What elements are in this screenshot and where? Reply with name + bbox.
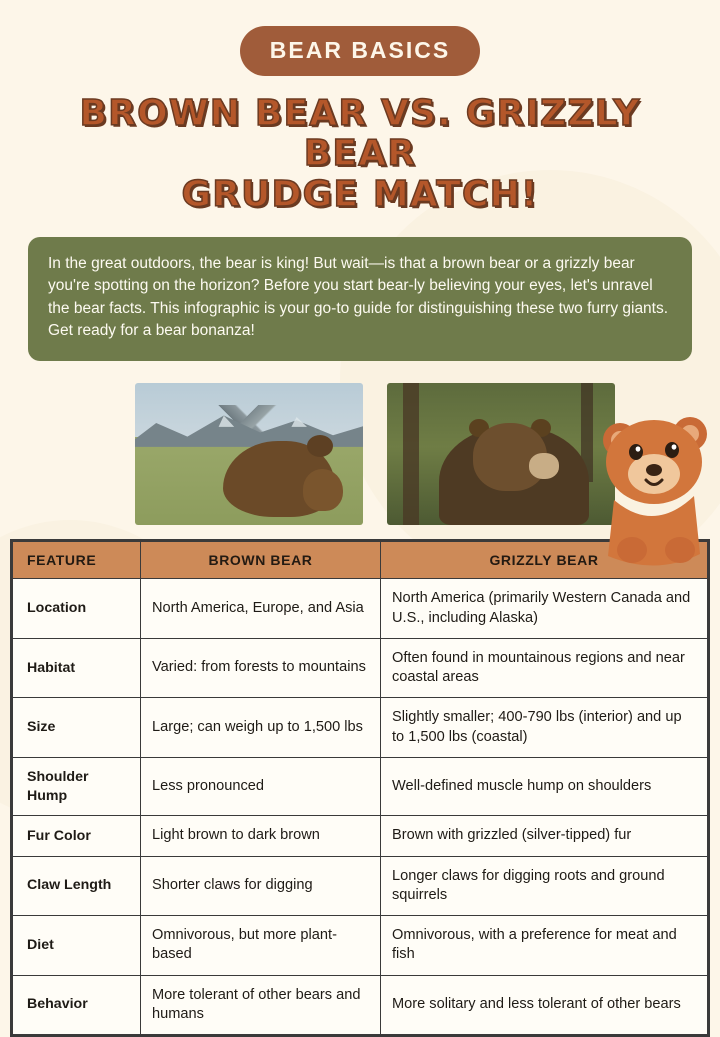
snow-cap-shape (135, 413, 363, 427)
row-feature-label: Location (13, 579, 141, 639)
row-brown-bear-value: More tolerant of other bears and humans (141, 975, 381, 1035)
row-grizzly-bear-value: Omnivorous, with a preference for meat and fish (381, 916, 708, 976)
row-grizzly-bear-value: Well-defined muscle hump on shoulders (381, 757, 708, 815)
bear-snout (529, 453, 559, 479)
row-feature-label: Shoulder Hump (13, 757, 141, 815)
row-brown-bear-value: Less pronounced (141, 757, 381, 815)
row-feature-label: Habitat (13, 638, 141, 698)
tree-trunk-shape (403, 383, 419, 525)
row-brown-bear-value: Shorter claws for digging (141, 856, 381, 916)
row-feature-label: Behavior (13, 975, 141, 1035)
table-row (13, 757, 708, 815)
grizzly-bear-silhouette (439, 427, 589, 525)
row-grizzly-bear-value: Longer claws for digging roots and ground squirrels (381, 856, 708, 916)
row-grizzly-bear-value: More solitary and less tolerant of other bears (381, 975, 708, 1035)
table-row (13, 916, 708, 976)
brown-bear-photo (135, 383, 363, 525)
column-header-feature: FEATURE (13, 541, 141, 578)
table-row (13, 975, 708, 1035)
column-header-grizzly-bear: GRIZZLY BEAR (381, 541, 708, 578)
row-grizzly-bear-value: Slightly smaller; 400-790 lbs (interior) and up to 1,500 lbs (coastal) (381, 698, 708, 758)
row-feature-label: Fur Color (13, 816, 141, 856)
column-header-brown-bear: BROWN BEAR (141, 541, 381, 578)
intro-paragraph: In the great outdoors, the bear is king! But wait—is that a brown bear or a grizzly bear you're spotting on the horizon? Before you start bear-ly believing your eyes, let's unravel the bear facts. This infographic is your go-to guide for distinguishing these two furry giants. Get ready for a bear bonanza! (28, 237, 692, 361)
comparison-table (12, 541, 708, 1035)
row-grizzly-bear-value: Brown with grizzled (silver-tipped) fur (381, 816, 708, 856)
table-row (13, 856, 708, 916)
row-brown-bear-value: Light brown to dark brown (141, 816, 381, 856)
bear-mascot-icon (598, 400, 718, 570)
comparison-table-container (10, 539, 710, 1037)
row-brown-bear-value: Omnivorous, but more plant-based (141, 916, 381, 976)
row-grizzly-bear-value: Often found in mountainous regions and near coastal areas (381, 638, 708, 698)
page-title (18, 94, 702, 215)
bear-head (473, 423, 547, 491)
table-row (13, 579, 708, 639)
page-title-line-2: GRUDGE MATCH! (181, 173, 539, 215)
table-row (13, 638, 708, 698)
row-grizzly-bear-value: North America (primarily Western Canada and U.S., including Alaska) (381, 579, 708, 639)
brown-bear-silhouette (223, 441, 335, 517)
row-brown-bear-value: North America, Europe, and Asia (141, 579, 381, 639)
row-feature-label: Claw Length (13, 856, 141, 916)
table-row (13, 816, 708, 856)
row-brown-bear-value: Large; can weigh up to 1,500 lbs (141, 698, 381, 758)
row-brown-bear-value: Varied: from forests to mountains (141, 638, 381, 698)
row-feature-label: Diet (13, 916, 141, 976)
row-feature-label: Size (13, 698, 141, 758)
table-row (13, 698, 708, 758)
badge-container (0, 0, 720, 76)
page-title-line-1: BROWN BEAR VS. GRIZZLY BEAR (79, 93, 641, 175)
badge-label: BEAR BASICS (240, 26, 480, 76)
grizzly-bear-photo (387, 383, 615, 525)
